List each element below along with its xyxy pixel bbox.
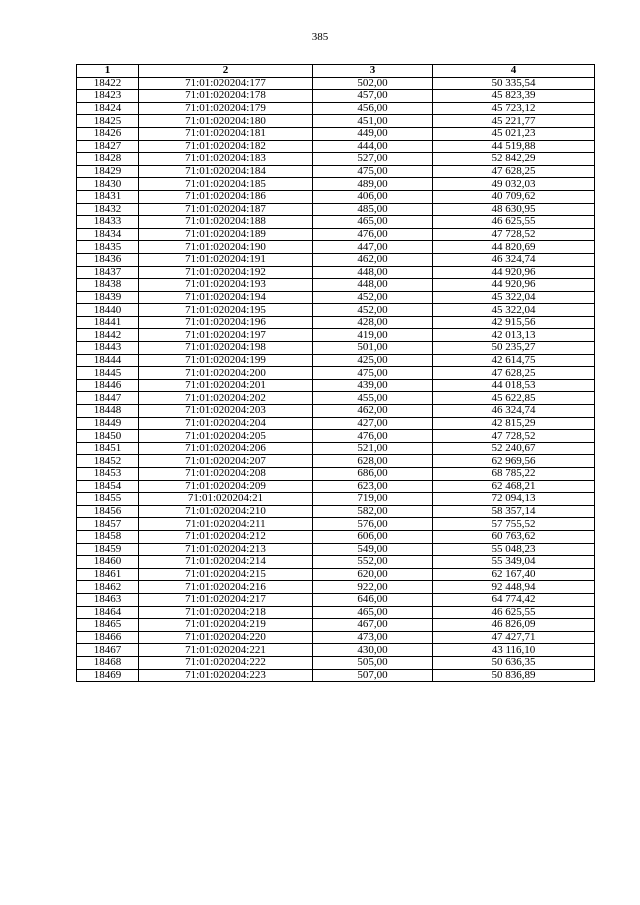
row-number-cell: 18445 <box>77 367 139 380</box>
value-cell: 42 614,75 <box>433 354 595 367</box>
table-row <box>77 241 595 254</box>
cadastral-number-cell: 71:01:020204:222 <box>139 656 313 669</box>
table-row <box>77 656 595 669</box>
cadastral-number-cell: 71:01:020204:179 <box>139 102 313 115</box>
area-cell: 456,00 <box>313 102 433 115</box>
cadastral-number-cell: 71:01:020204:178 <box>139 90 313 103</box>
row-number-cell: 18443 <box>77 342 139 355</box>
cadastral-number-cell: 71:01:020204:184 <box>139 165 313 178</box>
table-row <box>77 253 595 266</box>
area-cell: 686,00 <box>313 468 433 481</box>
row-number-cell: 18458 <box>77 530 139 543</box>
row-number-cell: 18461 <box>77 568 139 581</box>
cadastral-number-cell: 71:01:020204:205 <box>139 430 313 443</box>
table-row <box>77 530 595 543</box>
table-row <box>77 178 595 191</box>
area-cell: 465,00 <box>313 606 433 619</box>
value-cell: 44 519,88 <box>433 140 595 153</box>
area-cell: 475,00 <box>313 165 433 178</box>
table-header <box>77 65 595 78</box>
table-row <box>77 493 595 506</box>
area-cell: 448,00 <box>313 266 433 279</box>
row-number-cell: 18431 <box>77 190 139 203</box>
table-row <box>77 140 595 153</box>
cadastral-number-cell: 71:01:020204:21 <box>139 493 313 506</box>
area-cell: 521,00 <box>313 442 433 455</box>
value-cell: 43 116,10 <box>433 644 595 657</box>
cadastral-number-cell: 71:01:020204:191 <box>139 253 313 266</box>
table-row <box>77 291 595 304</box>
cadastral-number-cell: 71:01:020204:210 <box>139 505 313 518</box>
value-cell: 47 728,52 <box>433 430 595 443</box>
area-cell: 452,00 <box>313 304 433 317</box>
area-cell: 502,00 <box>313 77 433 90</box>
row-number-cell: 18448 <box>77 405 139 418</box>
cadastral-number-cell: 71:01:020204:201 <box>139 379 313 392</box>
row-number-cell: 18454 <box>77 480 139 493</box>
area-cell: 467,00 <box>313 619 433 632</box>
column-header-1: 1 <box>77 65 139 78</box>
table-row <box>77 405 595 418</box>
value-cell: 44 920,96 <box>433 279 595 292</box>
value-cell: 42 815,29 <box>433 417 595 430</box>
table-row <box>77 417 595 430</box>
column-header-4: 4 <box>433 65 595 78</box>
area-cell: 427,00 <box>313 417 433 430</box>
cadastral-number-cell: 71:01:020204:183 <box>139 153 313 166</box>
area-cell: 475,00 <box>313 367 433 380</box>
table-row <box>77 581 595 594</box>
table-row <box>77 480 595 493</box>
value-cell: 42 013,13 <box>433 329 595 342</box>
table-row <box>77 165 595 178</box>
row-number-cell: 18442 <box>77 329 139 342</box>
table-row <box>77 543 595 556</box>
cadastral-number-cell: 71:01:020204:187 <box>139 203 313 216</box>
area-cell: 501,00 <box>313 342 433 355</box>
row-number-cell: 18422 <box>77 77 139 90</box>
value-cell: 45 021,23 <box>433 127 595 140</box>
area-cell: 447,00 <box>313 241 433 254</box>
row-number-cell: 18430 <box>77 178 139 191</box>
row-number-cell: 18441 <box>77 316 139 329</box>
table-row <box>77 77 595 90</box>
header-row <box>77 65 595 78</box>
row-number-cell: 18451 <box>77 442 139 455</box>
data-table <box>76 64 595 682</box>
row-number-cell: 18433 <box>77 216 139 229</box>
row-number-cell: 18459 <box>77 543 139 556</box>
value-cell: 46 625,55 <box>433 216 595 229</box>
cadastral-number-cell: 71:01:020204:200 <box>139 367 313 380</box>
row-number-cell: 18423 <box>77 90 139 103</box>
area-cell: 455,00 <box>313 392 433 405</box>
area-cell: 485,00 <box>313 203 433 216</box>
table-row <box>77 518 595 531</box>
area-cell: 462,00 <box>313 405 433 418</box>
area-cell: 425,00 <box>313 354 433 367</box>
value-cell: 52 240,67 <box>433 442 595 455</box>
area-cell: 549,00 <box>313 543 433 556</box>
table-row <box>77 329 595 342</box>
area-cell: 428,00 <box>313 316 433 329</box>
value-cell: 45 622,85 <box>433 392 595 405</box>
cadastral-number-cell: 71:01:020204:202 <box>139 392 313 405</box>
value-cell: 46 625,55 <box>433 606 595 619</box>
row-number-cell: 18465 <box>77 619 139 632</box>
value-cell: 45 322,04 <box>433 291 595 304</box>
cadastral-number-cell: 71:01:020204:196 <box>139 316 313 329</box>
row-number-cell: 18434 <box>77 228 139 241</box>
area-cell: 457,00 <box>313 90 433 103</box>
row-number-cell: 18456 <box>77 505 139 518</box>
table-row <box>77 367 595 380</box>
row-number-cell: 18449 <box>77 417 139 430</box>
row-number-cell: 18437 <box>77 266 139 279</box>
area-cell: 606,00 <box>313 530 433 543</box>
table-row <box>77 153 595 166</box>
cadastral-number-cell: 71:01:020204:198 <box>139 342 313 355</box>
table-row <box>77 568 595 581</box>
value-cell: 62 468,21 <box>433 480 595 493</box>
table-row <box>77 279 595 292</box>
area-cell: 444,00 <box>313 140 433 153</box>
cadastral-number-cell: 71:01:020204:213 <box>139 543 313 556</box>
area-cell: 462,00 <box>313 253 433 266</box>
row-number-cell: 18457 <box>77 518 139 531</box>
area-cell: 922,00 <box>313 581 433 594</box>
cadastral-number-cell: 71:01:020204:219 <box>139 619 313 632</box>
table-row <box>77 593 595 606</box>
table-row <box>77 203 595 216</box>
area-cell: 439,00 <box>313 379 433 392</box>
row-number-cell: 18432 <box>77 203 139 216</box>
cadastral-number-cell: 71:01:020204:211 <box>139 518 313 531</box>
value-cell: 44 018,53 <box>433 379 595 392</box>
table-row <box>77 127 595 140</box>
area-cell: 419,00 <box>313 329 433 342</box>
column-header-3: 3 <box>313 65 433 78</box>
value-cell: 45 723,12 <box>433 102 595 115</box>
value-cell: 55 349,04 <box>433 556 595 569</box>
area-cell: 452,00 <box>313 291 433 304</box>
area-cell: 527,00 <box>313 153 433 166</box>
value-cell: 50 235,27 <box>433 342 595 355</box>
cadastral-number-cell: 71:01:020204:218 <box>139 606 313 619</box>
value-cell: 49 032,03 <box>433 178 595 191</box>
cadastral-number-cell: 71:01:020204:199 <box>139 354 313 367</box>
value-cell: 42 915,56 <box>433 316 595 329</box>
cadastral-number-cell: 71:01:020204:180 <box>139 115 313 128</box>
area-cell: 646,00 <box>313 593 433 606</box>
value-cell: 50 636,35 <box>433 656 595 669</box>
cadastral-number-cell: 71:01:020204:189 <box>139 228 313 241</box>
table-row <box>77 631 595 644</box>
column-header-2: 2 <box>139 65 313 78</box>
value-cell: 48 630,95 <box>433 203 595 216</box>
table-row <box>77 669 595 682</box>
table-row <box>77 342 595 355</box>
area-cell: 406,00 <box>313 190 433 203</box>
row-number-cell: 18453 <box>77 468 139 481</box>
row-number-cell: 18429 <box>77 165 139 178</box>
area-cell: 448,00 <box>313 279 433 292</box>
value-cell: 50 836,89 <box>433 669 595 682</box>
table-body <box>77 77 595 682</box>
table-row <box>77 115 595 128</box>
row-number-cell: 18463 <box>77 593 139 606</box>
cadastral-number-cell: 71:01:020204:209 <box>139 480 313 493</box>
cadastral-number-cell: 71:01:020204:192 <box>139 266 313 279</box>
cadastral-number-cell: 71:01:020204:197 <box>139 329 313 342</box>
area-cell: 582,00 <box>313 505 433 518</box>
row-number-cell: 18436 <box>77 253 139 266</box>
table-row <box>77 619 595 632</box>
cadastral-number-cell: 71:01:020204:216 <box>139 581 313 594</box>
table-row <box>77 505 595 518</box>
row-number-cell: 18435 <box>77 241 139 254</box>
cadastral-number-cell: 71:01:020204:181 <box>139 127 313 140</box>
cadastral-number-cell: 71:01:020204:182 <box>139 140 313 153</box>
area-cell: 449,00 <box>313 127 433 140</box>
value-cell: 62 969,56 <box>433 455 595 468</box>
value-cell: 44 920,96 <box>433 266 595 279</box>
area-cell: 507,00 <box>313 669 433 682</box>
value-cell: 52 842,29 <box>433 153 595 166</box>
table-row <box>77 90 595 103</box>
area-cell: 719,00 <box>313 493 433 506</box>
table-row <box>77 556 595 569</box>
value-cell: 47 427,71 <box>433 631 595 644</box>
value-cell: 47 628,25 <box>433 165 595 178</box>
row-number-cell: 18452 <box>77 455 139 468</box>
area-cell: 451,00 <box>313 115 433 128</box>
value-cell: 45 221,77 <box>433 115 595 128</box>
cadastral-number-cell: 71:01:020204:177 <box>139 77 313 90</box>
value-cell: 55 048,23 <box>433 543 595 556</box>
table-row <box>77 606 595 619</box>
area-cell: 505,00 <box>313 656 433 669</box>
value-cell: 50 335,54 <box>433 77 595 90</box>
row-number-cell: 18455 <box>77 493 139 506</box>
cadastral-number-cell: 71:01:020204:217 <box>139 593 313 606</box>
cadastral-number-cell: 71:01:020204:212 <box>139 530 313 543</box>
cadastral-number-cell: 71:01:020204:188 <box>139 216 313 229</box>
table-row <box>77 379 595 392</box>
table-row <box>77 102 595 115</box>
area-cell: 473,00 <box>313 631 433 644</box>
cadastral-number-cell: 71:01:020204:215 <box>139 568 313 581</box>
cadastral-number-cell: 71:01:020204:204 <box>139 417 313 430</box>
area-cell: 476,00 <box>313 430 433 443</box>
table-row <box>77 304 595 317</box>
row-number-cell: 18469 <box>77 669 139 682</box>
page-number: 385 <box>311 31 329 43</box>
cadastral-number-cell: 71:01:020204:223 <box>139 669 313 682</box>
cadastral-number-cell: 71:01:020204:208 <box>139 468 313 481</box>
cadastral-number-cell: 71:01:020204:220 <box>139 631 313 644</box>
table-row <box>77 442 595 455</box>
value-cell: 92 448,94 <box>433 581 595 594</box>
cadastral-number-cell: 71:01:020204:185 <box>139 178 313 191</box>
table-row <box>77 354 595 367</box>
cadastral-number-cell: 71:01:020204:194 <box>139 291 313 304</box>
value-cell: 47 628,25 <box>433 367 595 380</box>
cadastral-number-cell: 71:01:020204:203 <box>139 405 313 418</box>
area-cell: 628,00 <box>313 455 433 468</box>
row-number-cell: 18464 <box>77 606 139 619</box>
cadastral-number-cell: 71:01:020204:207 <box>139 455 313 468</box>
value-cell: 72 094,13 <box>433 493 595 506</box>
row-number-cell: 18468 <box>77 656 139 669</box>
row-number-cell: 18444 <box>77 354 139 367</box>
cadastral-number-cell: 71:01:020204:190 <box>139 241 313 254</box>
row-number-cell: 18450 <box>77 430 139 443</box>
value-cell: 62 167,40 <box>433 568 595 581</box>
table-row <box>77 216 595 229</box>
cadastral-number-cell: 71:01:020204:206 <box>139 442 313 455</box>
row-number-cell: 18428 <box>77 153 139 166</box>
table-row <box>77 392 595 405</box>
row-number-cell: 18466 <box>77 631 139 644</box>
value-cell: 45 823,39 <box>433 90 595 103</box>
table-row <box>77 468 595 481</box>
row-number-cell: 18446 <box>77 379 139 392</box>
table-row <box>77 228 595 241</box>
value-cell: 46 324,74 <box>433 253 595 266</box>
table-row <box>77 455 595 468</box>
row-number-cell: 18467 <box>77 644 139 657</box>
cadastral-number-cell: 71:01:020204:193 <box>139 279 313 292</box>
row-number-cell: 18462 <box>77 581 139 594</box>
area-cell: 465,00 <box>313 216 433 229</box>
cadastral-number-cell: 71:01:020204:214 <box>139 556 313 569</box>
value-cell: 60 763,62 <box>433 530 595 543</box>
value-cell: 57 755,52 <box>433 518 595 531</box>
row-number-cell: 18460 <box>77 556 139 569</box>
area-cell: 430,00 <box>313 644 433 657</box>
table-row <box>77 430 595 443</box>
row-number-cell: 18426 <box>77 127 139 140</box>
area-cell: 623,00 <box>313 480 433 493</box>
area-cell: 576,00 <box>313 518 433 531</box>
value-cell: 46 826,09 <box>433 619 595 632</box>
table-row <box>77 644 595 657</box>
value-cell: 68 785,22 <box>433 468 595 481</box>
row-number-cell: 18438 <box>77 279 139 292</box>
row-number-cell: 18439 <box>77 291 139 304</box>
row-number-cell: 18427 <box>77 140 139 153</box>
value-cell: 46 324,74 <box>433 405 595 418</box>
value-cell: 44 820,69 <box>433 241 595 254</box>
area-cell: 552,00 <box>313 556 433 569</box>
table-row <box>77 316 595 329</box>
row-number-cell: 18425 <box>77 115 139 128</box>
area-cell: 476,00 <box>313 228 433 241</box>
value-cell: 58 357,14 <box>433 505 595 518</box>
area-cell: 489,00 <box>313 178 433 191</box>
value-cell: 47 728,52 <box>433 228 595 241</box>
cadastral-number-cell: 71:01:020204:186 <box>139 190 313 203</box>
value-cell: 40 709,62 <box>433 190 595 203</box>
row-number-cell: 18447 <box>77 392 139 405</box>
row-number-cell: 18440 <box>77 304 139 317</box>
cadastral-number-cell: 71:01:020204:221 <box>139 644 313 657</box>
table-row <box>77 266 595 279</box>
value-cell: 45 322,04 <box>433 304 595 317</box>
value-cell: 64 774,42 <box>433 593 595 606</box>
row-number-cell: 18424 <box>77 102 139 115</box>
area-cell: 620,00 <box>313 568 433 581</box>
table-row <box>77 190 595 203</box>
cadastral-number-cell: 71:01:020204:195 <box>139 304 313 317</box>
